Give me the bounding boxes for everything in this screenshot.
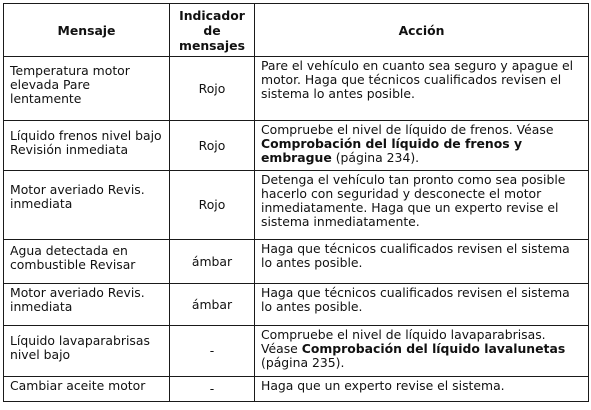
table-row — [4, 284, 589, 326]
page-reference-link[interactable]: Comprobación del líquido lavalunetas — [301, 341, 566, 356]
accion-text: Compruebe el nivel de líquido lavaparabrisas. Véase — [261, 327, 546, 356]
indicador-cell: ámbar — [170, 284, 255, 326]
accion-page-ref: (página 235). — [261, 355, 345, 370]
accion-cell — [255, 121, 589, 171]
table-row — [4, 377, 589, 402]
indicador-cell: - — [170, 377, 255, 402]
accion-text: Compruebe el nivel de líquido de frenos. Véase — [261, 122, 554, 137]
mensaje-cell: Temperatura motor elevada Pare lentamente — [4, 57, 170, 121]
indicador-cell: Rojo — [170, 171, 255, 240]
accion-cell — [255, 326, 589, 377]
table-row — [4, 121, 589, 171]
indicador-cell: Rojo — [170, 121, 255, 171]
mensaje-cell: Motor averiado Revis. inmediata — [4, 171, 170, 240]
mensaje-cell: Motor averiado Revis. inmediata — [4, 284, 170, 326]
accion-cell: Haga que técnicos cualificados revisen el sistema lo antes posible. — [255, 240, 589, 284]
mensaje-cell: Cambiar aceite motor — [4, 377, 170, 402]
mensaje-cell: Líquido frenos nivel bajo Revisión inmediata — [4, 121, 170, 171]
warning-messages-table-container — [3, 3, 588, 406]
table-header — [4, 4, 589, 57]
mensaje-cell: Líquido lavaparabrisas nivel bajo — [4, 326, 170, 377]
indicador-cell: Rojo — [170, 57, 255, 121]
header-row — [4, 4, 589, 57]
accion-cell: Detenga el vehículo tan pronto como sea posible hacerlo con seguridad y desconecte el motor inmediatamente. Haga que un experto revise el sistema inmediatamente. — [255, 171, 589, 240]
mensaje-cell: Agua detectada en combustible Revisar — [4, 240, 170, 284]
accion-page-ref: (página 234). — [331, 150, 420, 165]
table-row — [4, 326, 589, 377]
table-row — [4, 57, 589, 121]
accion-cell: Haga que técnicos cualificados revisen el sistema lo antes posible. — [255, 284, 589, 326]
header-indicador: Indicador de mensajes — [170, 4, 255, 57]
accion-cell: Pare el vehículo en cuanto sea seguro y apague el motor. Haga que técnicos cualificados revisen el sistema lo antes posible. — [255, 57, 589, 121]
page-reference-link[interactable]: Comprobación del líquido de frenos y embrague — [261, 136, 523, 165]
header-accion: Acción — [255, 4, 589, 57]
warning-messages-table — [3, 3, 589, 402]
header-mensaje: Mensaje — [4, 4, 170, 57]
indicador-cell: - — [170, 326, 255, 377]
table-body — [4, 57, 589, 402]
table-row — [4, 171, 589, 240]
accion-cell: Haga que un experto revise el sistema. — [255, 377, 589, 402]
table-row — [4, 240, 589, 284]
indicador-cell: ámbar — [170, 240, 255, 284]
